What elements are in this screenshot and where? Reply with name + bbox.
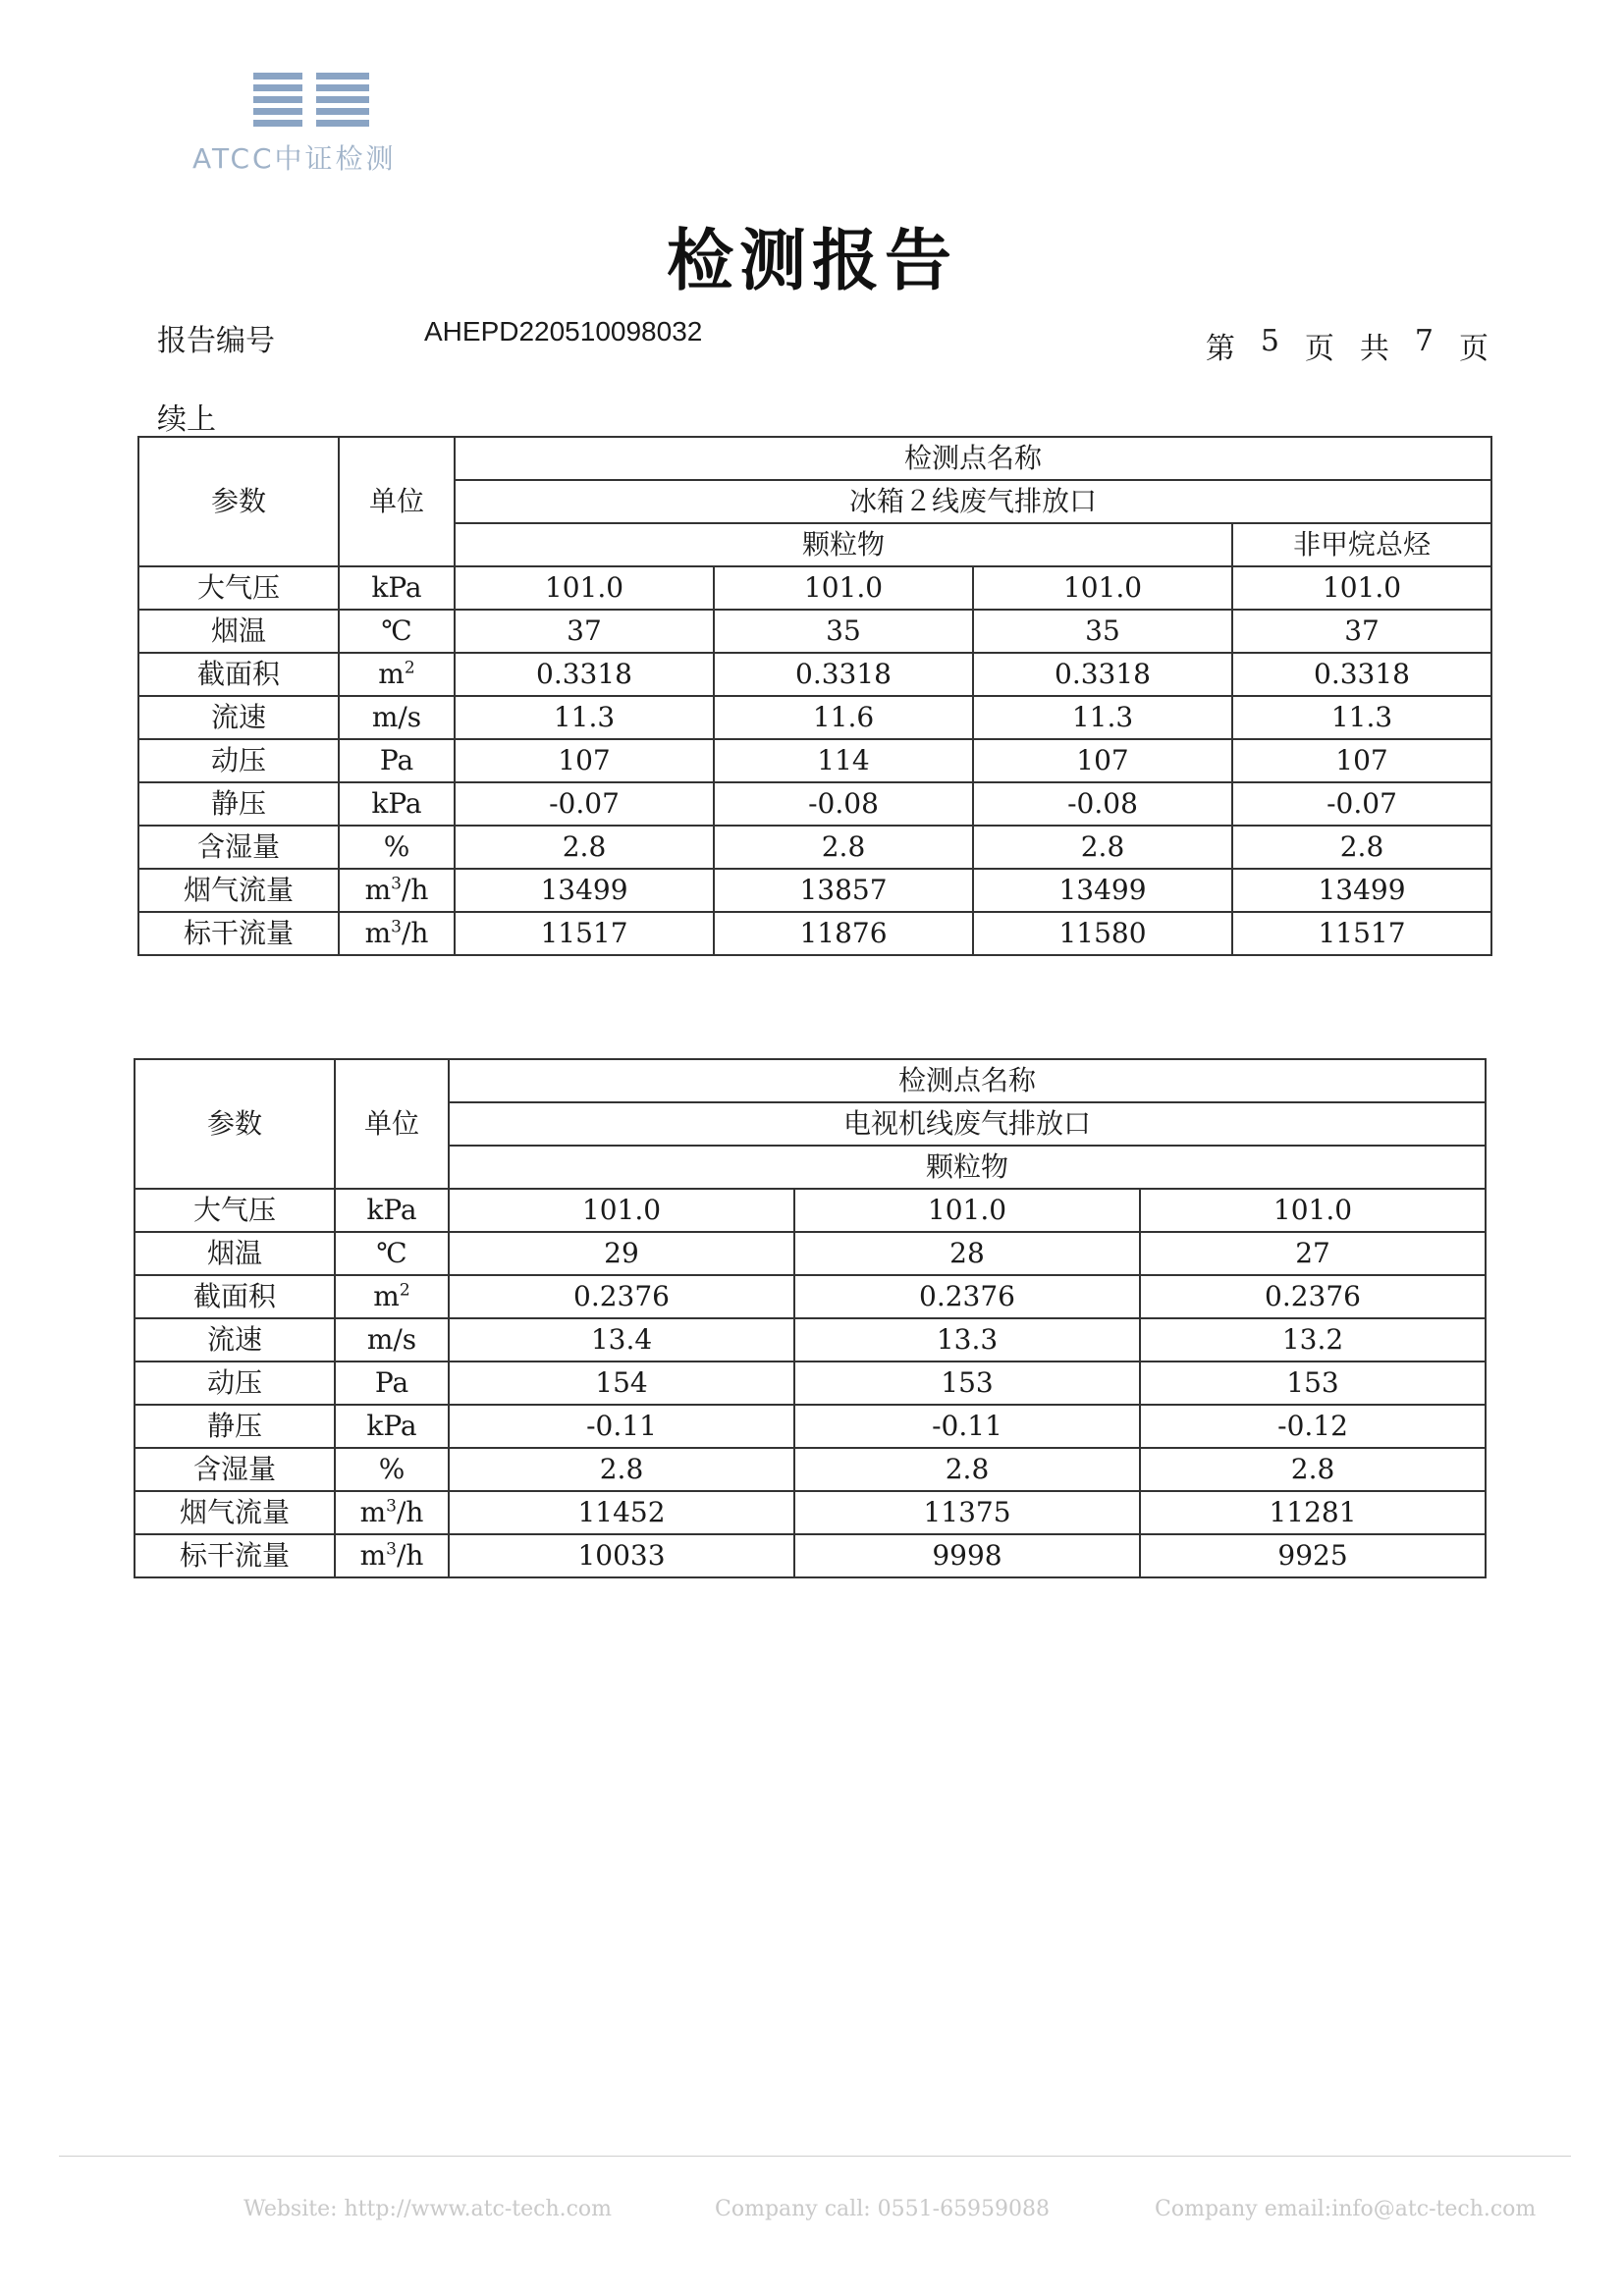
data-table-1	[137, 436, 1492, 956]
value-cell: 2.8	[973, 826, 1232, 869]
unit-base: kPa	[371, 570, 422, 604]
param-cell: 含湿量	[135, 1448, 335, 1491]
table-row	[135, 1232, 1486, 1275]
page-title: 检测报告	[666, 223, 957, 300]
unit-cell	[339, 610, 455, 653]
value-cell: -0.08	[714, 782, 973, 826]
param-cell: 流速	[138, 696, 339, 739]
value-cell: 11.3	[455, 696, 714, 739]
unit-exponent: 2	[399, 1280, 410, 1301]
continued-label: 续上	[157, 402, 216, 437]
value-cell: 13499	[973, 869, 1232, 912]
param-cell: 静压	[135, 1405, 335, 1448]
value-cell: 28	[794, 1232, 1140, 1275]
page-indicator	[1180, 324, 1489, 367]
param-cell: 标干流量	[138, 912, 339, 955]
header-unit: 单位	[339, 437, 455, 566]
value-cell: 11517	[1232, 912, 1491, 955]
param-cell: 动压	[135, 1362, 335, 1405]
header-item-particulate: 颗粒物	[449, 1146, 1486, 1189]
value-cell: 114	[714, 739, 973, 782]
unit-base: %	[383, 829, 410, 863]
value-cell: 107	[973, 739, 1232, 782]
value-cell: -0.07	[1232, 782, 1491, 826]
unit-base: %	[378, 1452, 406, 1485]
page-word-ye-2: 页	[1459, 332, 1489, 366]
value-cell: 11517	[455, 912, 714, 955]
unit-tail: /h	[401, 873, 429, 906]
unit-base: kPa	[371, 786, 422, 820]
value-cell: 2.8	[1140, 1448, 1486, 1491]
value-cell: 13.2	[1140, 1318, 1486, 1362]
value-cell: 37	[1232, 610, 1491, 653]
unit-cell	[339, 566, 455, 610]
value-cell: -0.11	[449, 1405, 794, 1448]
param-cell: 截面积	[138, 653, 339, 696]
table-row	[138, 739, 1491, 782]
header-group-title: 检测点名称	[455, 437, 1491, 480]
unit-base: m	[364, 873, 392, 906]
value-cell: 2.8	[794, 1448, 1140, 1491]
param-cell: 大气压	[138, 566, 339, 610]
table-row	[135, 1448, 1486, 1491]
unit-cell	[339, 782, 455, 826]
header-location: 电视机线废气排放口	[449, 1102, 1486, 1146]
unit-cell	[335, 1189, 449, 1232]
param-cell: 含湿量	[138, 826, 339, 869]
value-cell: 13857	[714, 869, 973, 912]
unit-exponent: 3	[386, 1496, 397, 1517]
unit-cell	[339, 826, 455, 869]
value-cell: 13499	[455, 869, 714, 912]
unit-cell	[339, 653, 455, 696]
unit-cell	[339, 739, 455, 782]
header-param: 参数	[138, 437, 339, 566]
value-cell: 11.3	[1232, 696, 1491, 739]
value-cell: 27	[1140, 1232, 1486, 1275]
unit-exponent: 3	[391, 874, 402, 894]
value-cell: 11580	[973, 912, 1232, 955]
value-cell: 9998	[794, 1534, 1140, 1577]
value-cell: 0.2376	[1140, 1275, 1486, 1318]
value-cell: 29	[449, 1232, 794, 1275]
param-cell: 大气压	[135, 1189, 335, 1232]
value-cell: 11.3	[973, 696, 1232, 739]
table-2-body	[135, 1189, 1486, 1577]
unit-cell	[335, 1275, 449, 1318]
value-cell: 101.0	[794, 1189, 1140, 1232]
header-item-particulate: 颗粒物	[455, 523, 1232, 566]
table-row	[138, 869, 1491, 912]
page-word-di: 第	[1205, 332, 1235, 366]
unit-base: m	[373, 1279, 400, 1312]
param-cell: 烟气流量	[135, 1491, 335, 1534]
unit-cell	[335, 1232, 449, 1275]
header-location: 冰箱２线废气排放口	[455, 480, 1491, 523]
page-total: 7	[1414, 324, 1434, 358]
unit-base: m/s	[371, 700, 422, 733]
table-row	[135, 1362, 1486, 1405]
table-row	[138, 782, 1491, 826]
unit-base: Pa	[374, 1365, 409, 1399]
unit-tail: /h	[396, 1495, 424, 1528]
unit-base: kPa	[366, 1409, 417, 1442]
unit-base: m/s	[366, 1322, 417, 1356]
value-cell: 153	[794, 1362, 1140, 1405]
value-cell: 101.0	[1232, 566, 1491, 610]
unit-cell	[339, 869, 455, 912]
table-row	[135, 1405, 1486, 1448]
value-cell: 35	[973, 610, 1232, 653]
param-cell: 标干流量	[135, 1534, 335, 1577]
unit-cell	[335, 1534, 449, 1577]
value-cell: 2.8	[1232, 826, 1491, 869]
unit-base: ℃	[381, 614, 412, 647]
unit-cell	[335, 1362, 449, 1405]
value-cell: 0.3318	[714, 653, 973, 696]
value-cell: -0.11	[794, 1405, 1140, 1448]
table-row	[138, 696, 1491, 739]
unit-cell	[339, 912, 455, 955]
unit-cell	[339, 696, 455, 739]
table-row	[135, 1491, 1486, 1534]
unit-exponent: 2	[404, 658, 415, 678]
value-cell: 11281	[1140, 1491, 1486, 1534]
value-cell: -0.07	[455, 782, 714, 826]
page-current: 5	[1260, 324, 1279, 358]
value-cell: 11452	[449, 1491, 794, 1534]
logo-mark-icon	[253, 73, 371, 128]
value-cell: 101.0	[973, 566, 1232, 610]
page-word-ye: 页	[1304, 332, 1334, 366]
table-row	[138, 826, 1491, 869]
unit-exponent: 3	[391, 917, 402, 937]
unit-base: m	[359, 1495, 387, 1528]
value-cell: 13.4	[449, 1318, 794, 1362]
value-cell: 107	[455, 739, 714, 782]
header-item-nmhc: 非甲烷总烃	[1232, 523, 1491, 566]
value-cell: 0.2376	[449, 1275, 794, 1318]
footer-phone: Company call: 0551-65959088	[715, 2197, 1051, 2221]
value-cell: 10033	[449, 1534, 794, 1577]
report-number-label: 报告编号	[157, 324, 275, 358]
table-row	[135, 1318, 1486, 1362]
value-cell: 0.3318	[973, 653, 1232, 696]
value-cell: 153	[1140, 1362, 1486, 1405]
value-cell: 2.8	[714, 826, 973, 869]
value-cell: 154	[449, 1362, 794, 1405]
param-cell: 截面积	[135, 1275, 335, 1318]
unit-exponent: 3	[386, 1539, 397, 1560]
footer-email: Company email:info@atc-tech.com	[1155, 2197, 1537, 2221]
unit-base: ℃	[376, 1236, 407, 1269]
param-cell: 烟温	[135, 1232, 335, 1275]
unit-base: kPa	[366, 1193, 417, 1226]
param-cell: 动压	[138, 739, 339, 782]
param-cell: 烟气流量	[138, 869, 339, 912]
value-cell: 2.8	[449, 1448, 794, 1491]
table-row	[138, 912, 1491, 955]
value-cell: 35	[714, 610, 973, 653]
footer-divider	[59, 2156, 1571, 2157]
value-cell: 0.3318	[455, 653, 714, 696]
logo-text: ATCC中证检测	[192, 142, 397, 175]
unit-tail: /h	[396, 1538, 424, 1572]
table-row	[138, 653, 1491, 696]
value-cell: 101.0	[449, 1189, 794, 1232]
header-group-title: 检测点名称	[449, 1059, 1486, 1102]
value-cell: 0.2376	[794, 1275, 1140, 1318]
report-number: AHEPD220510098032	[424, 316, 703, 347]
unit-cell	[335, 1318, 449, 1362]
unit-base: m	[378, 657, 405, 690]
unit-base: m	[359, 1538, 387, 1572]
value-cell: 11.6	[714, 696, 973, 739]
header-param: 参数	[135, 1059, 335, 1189]
unit-cell	[335, 1448, 449, 1491]
table-row	[138, 610, 1491, 653]
table-row	[135, 1189, 1486, 1232]
value-cell: 101.0	[714, 566, 973, 610]
footer-website: Website: http://www.atc-tech.com	[244, 2197, 613, 2221]
value-cell: 101.0	[455, 566, 714, 610]
table-1-body	[138, 566, 1491, 955]
param-cell: 烟温	[138, 610, 339, 653]
value-cell: 101.0	[1140, 1189, 1486, 1232]
unit-cell	[335, 1491, 449, 1534]
value-cell: 13.3	[794, 1318, 1140, 1362]
header-unit: 单位	[335, 1059, 449, 1189]
unit-cell	[335, 1405, 449, 1448]
value-cell: 0.3318	[1232, 653, 1491, 696]
unit-base: Pa	[379, 743, 414, 776]
unit-base: m	[364, 916, 392, 949]
value-cell: 11375	[794, 1491, 1140, 1534]
param-cell: 静压	[138, 782, 339, 826]
company-logo	[192, 73, 448, 181]
value-cell: -0.12	[1140, 1405, 1486, 1448]
value-cell: 37	[455, 610, 714, 653]
value-cell: 9925	[1140, 1534, 1486, 1577]
value-cell: 13499	[1232, 869, 1491, 912]
data-table-2	[134, 1058, 1487, 1578]
table-row	[135, 1534, 1486, 1577]
param-cell: 流速	[135, 1318, 335, 1362]
unit-tail: /h	[401, 916, 429, 949]
value-cell: 11876	[714, 912, 973, 955]
value-cell: 2.8	[455, 826, 714, 869]
value-cell: -0.08	[973, 782, 1232, 826]
table-row	[135, 1275, 1486, 1318]
value-cell: 107	[1232, 739, 1491, 782]
page-word-gong: 共	[1359, 332, 1389, 366]
table-row	[138, 566, 1491, 610]
